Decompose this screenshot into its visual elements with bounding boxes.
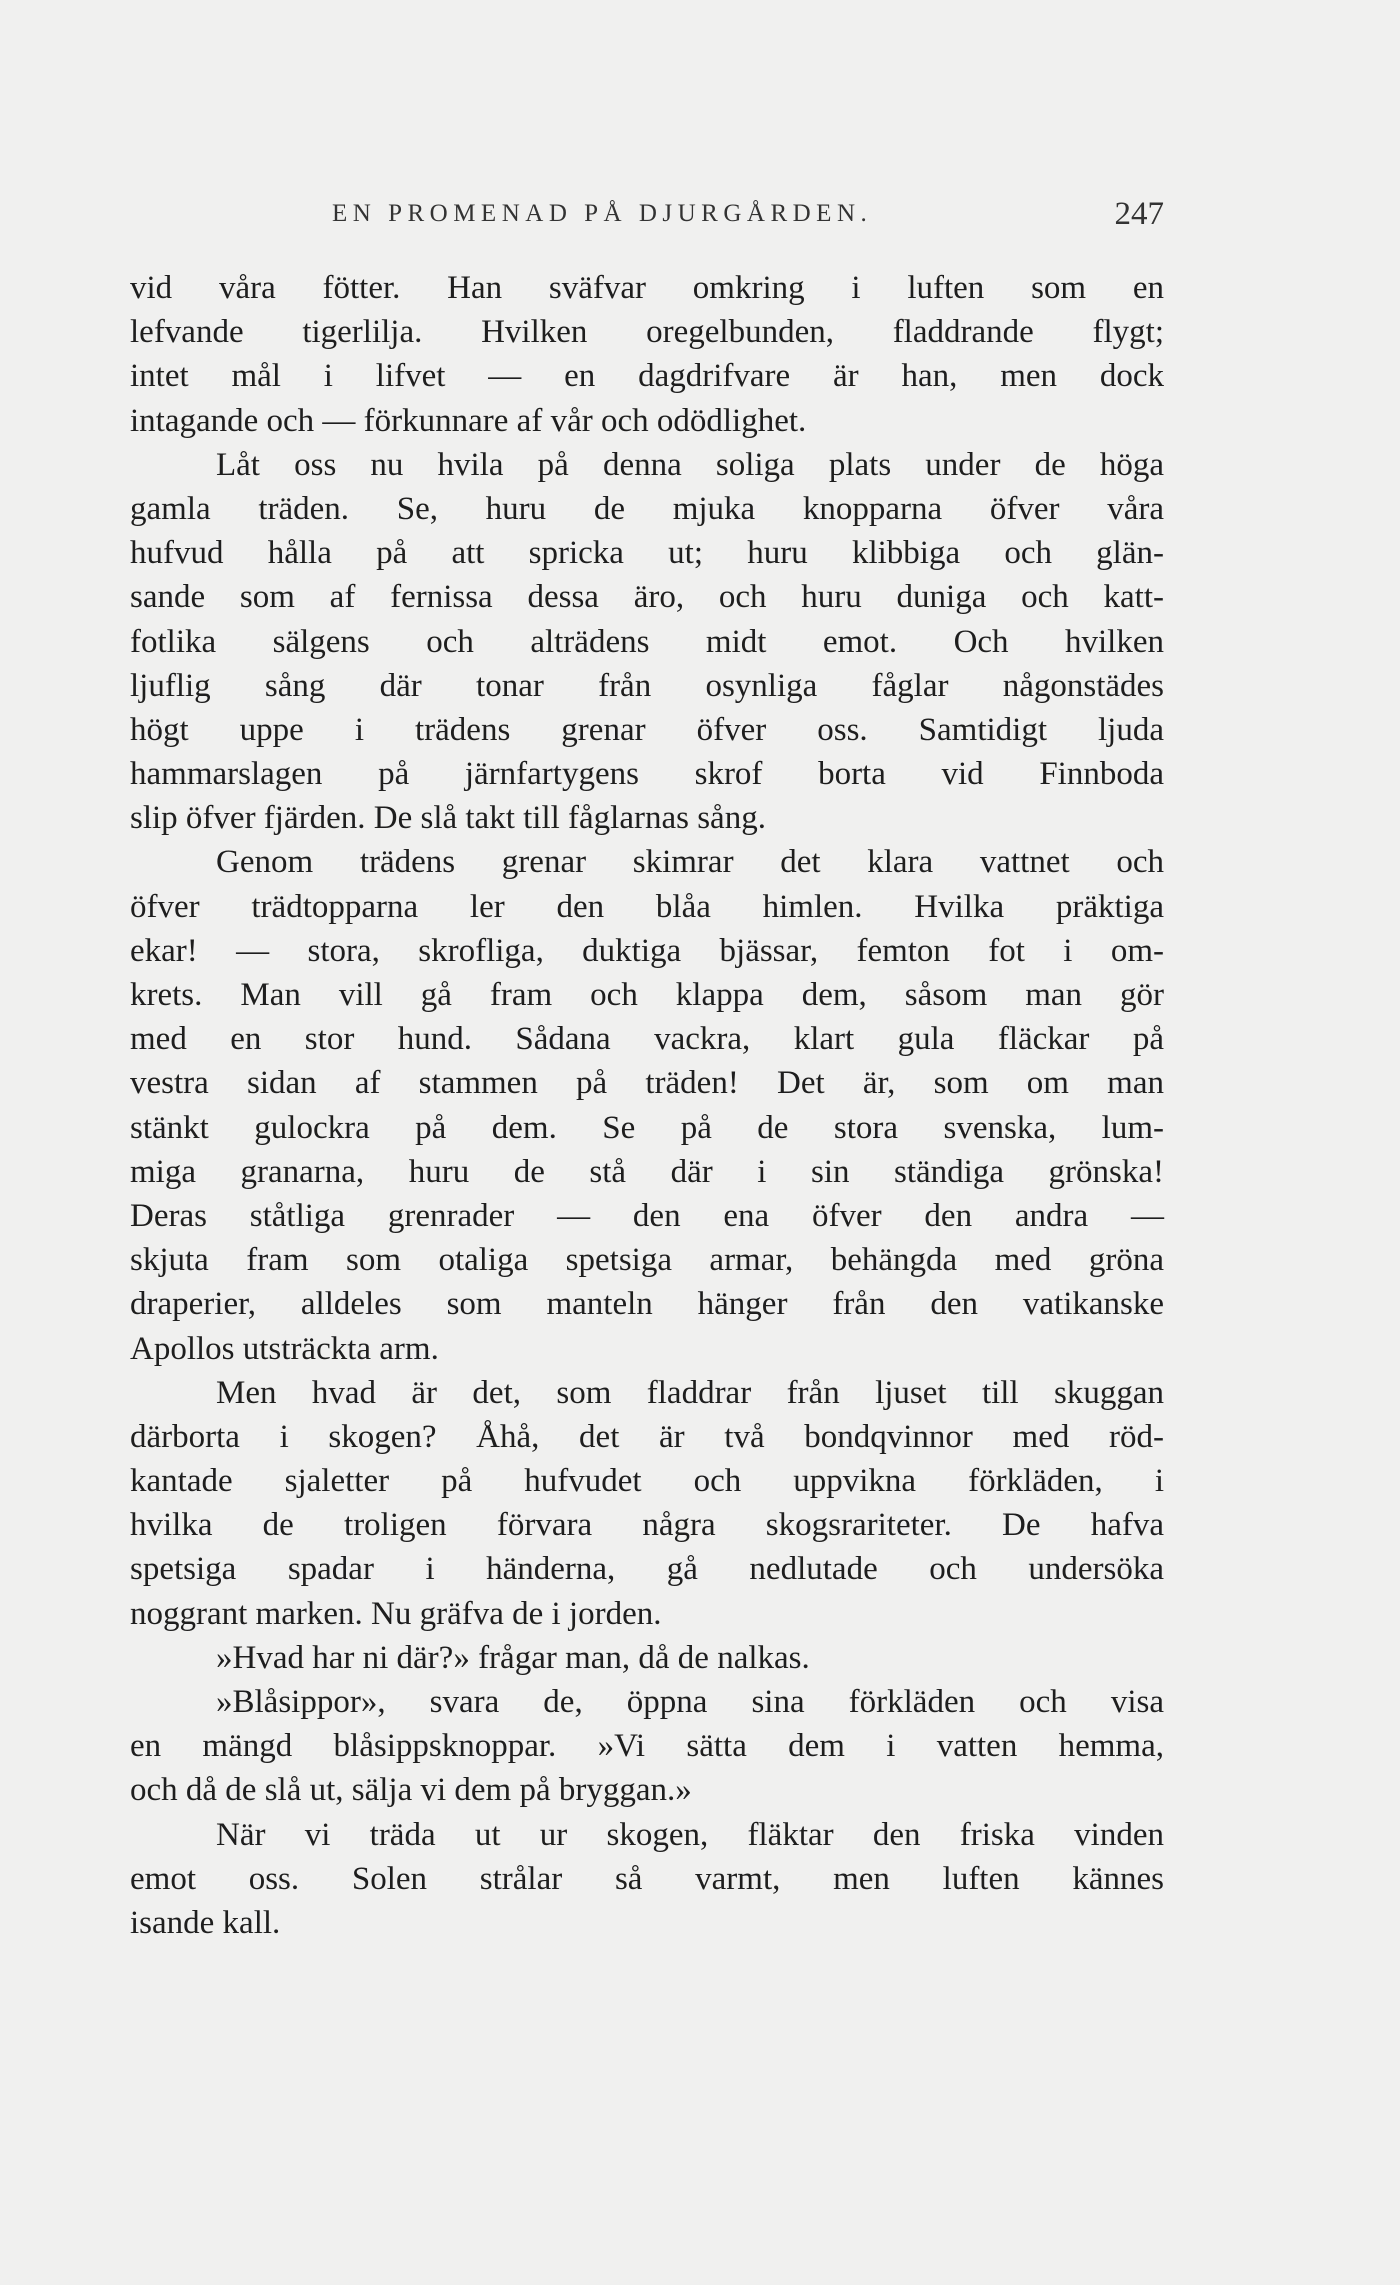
paragraph (130, 840, 1164, 1370)
text-line: miga granarna, huru de stå där i sin ständiga grönska! (130, 1153, 1164, 1190)
text-line: sande som af fernissa dessa äro, och huru duniga och katt- (130, 579, 1164, 616)
text-line: draperier, alldeles som manteln hänger från den vatikanske (130, 1286, 1164, 1323)
paragraph (130, 1636, 1164, 1680)
text-line: ljuflig sång där tonar från osynliga fåglar någonstädes (130, 667, 1164, 704)
body-text (130, 266, 1164, 1945)
text-line: »Hvad har ni där?» frågar man, då de nalkas. (216, 1639, 810, 1676)
paragraph (130, 1371, 1164, 1636)
text-line: öfver trädtopparna ler den blåa himlen. Hvilka präktiga (130, 888, 1164, 925)
running-title: EN PROMENAD PÅ DJURGÅRDEN. (332, 200, 873, 227)
running-head (130, 196, 1164, 236)
text-line: och då de slå ut, sälja vi dem på bryggan.» (130, 1772, 692, 1809)
text-line: Genom trädens grenar skimrar det klara vattnet och (216, 844, 1164, 881)
text-line: gamla träden. Se, huru de mjuka knopparna öfver våra (130, 490, 1164, 527)
paragraph (130, 266, 1164, 443)
text-line: slip öfver fjärden. De slå takt till fåglarnas sång. (130, 800, 766, 837)
text-line: Låt oss nu hvila på denna soliga plats under de höga (216, 446, 1164, 483)
text-line: därborta i skogen? Åhå, det är två bondqvinnor med röd- (130, 1418, 1164, 1455)
text-line: hammarslagen på järnfartygens skrof borta vid Finnboda (130, 756, 1164, 793)
text-line: krets. Man vill gå fram och klappa dem, såsom man gör (130, 977, 1164, 1013)
text-line: vestra sidan af stammen på träden! Det är, som om man (130, 1065, 1164, 1102)
text-line: noggrant marken. Nu gräfva de i jorden. (130, 1595, 662, 1632)
text-line: ekar! — stora, skrofliga, duktiga bjässar, femton fot i om- (130, 932, 1164, 969)
paragraph (130, 443, 1164, 841)
text-line: Deras ståtliga grenrader — den ena öfver den andra — (130, 1197, 1164, 1234)
text-line: hvilka de troligen förvara några skogsrariteter. De hafva (130, 1507, 1164, 1544)
text-line: en mängd blåsippsknoppar. »Vi sätta dem i vatten hemma, (130, 1728, 1164, 1765)
text-line: stänkt gulockra på dem. Se på de stora svenska, lum- (130, 1109, 1164, 1146)
text-line: högt uppe i trädens grenar öfver oss. Samtidigt ljuda (130, 711, 1164, 748)
text-line: Men hvad är det, som fladdrar från ljuset till skuggan (216, 1374, 1164, 1411)
text-line: »Blåsippor», svara de, öppna sina förkläden och visa (216, 1684, 1164, 1720)
text-line: spetsiga spadar i händerna, gå nedlutade och undersöka (130, 1551, 1164, 1588)
text-line: hufvud hålla på att spricka ut; huru klibbiga och glän- (130, 535, 1164, 572)
text-line: emot oss. Solen strålar så varmt, men luften kännes (130, 1860, 1164, 1897)
paragraph (130, 1680, 1164, 1813)
page-number: 247 (1114, 196, 1164, 232)
text-line: fotlika sälgens och alträdens midt emot. Och hvilken (130, 623, 1164, 660)
text-line: lefvande tigerlilja. Hvilken oregelbunden, fladdrande flygt; (130, 314, 1164, 351)
text-line: isande kall. (130, 1904, 281, 1941)
text-line: skjuta fram som otaliga spetsiga armar, behängda med gröna (130, 1242, 1164, 1279)
text-line: kantade sjaletter på hufvudet och uppvikna förkläden, i (130, 1463, 1164, 1500)
paragraph (130, 1813, 1164, 1946)
text-line: med en stor hund. Sådana vackra, klart gula fläckar på (130, 1021, 1164, 1058)
text-line: vid våra fötter. Han sväfvar omkring i luften som en (130, 270, 1164, 306)
text-line: intet mål i lifvet — en dagdrifvare är han, men dock (130, 358, 1164, 395)
text-line: intagande och — förkunnare af vår och odödlighet. (130, 402, 807, 439)
text-line: När vi träda ut ur skogen, fläktar den friska vinden (216, 1816, 1164, 1853)
text-line: Apollos utsträckta arm. (130, 1330, 439, 1367)
